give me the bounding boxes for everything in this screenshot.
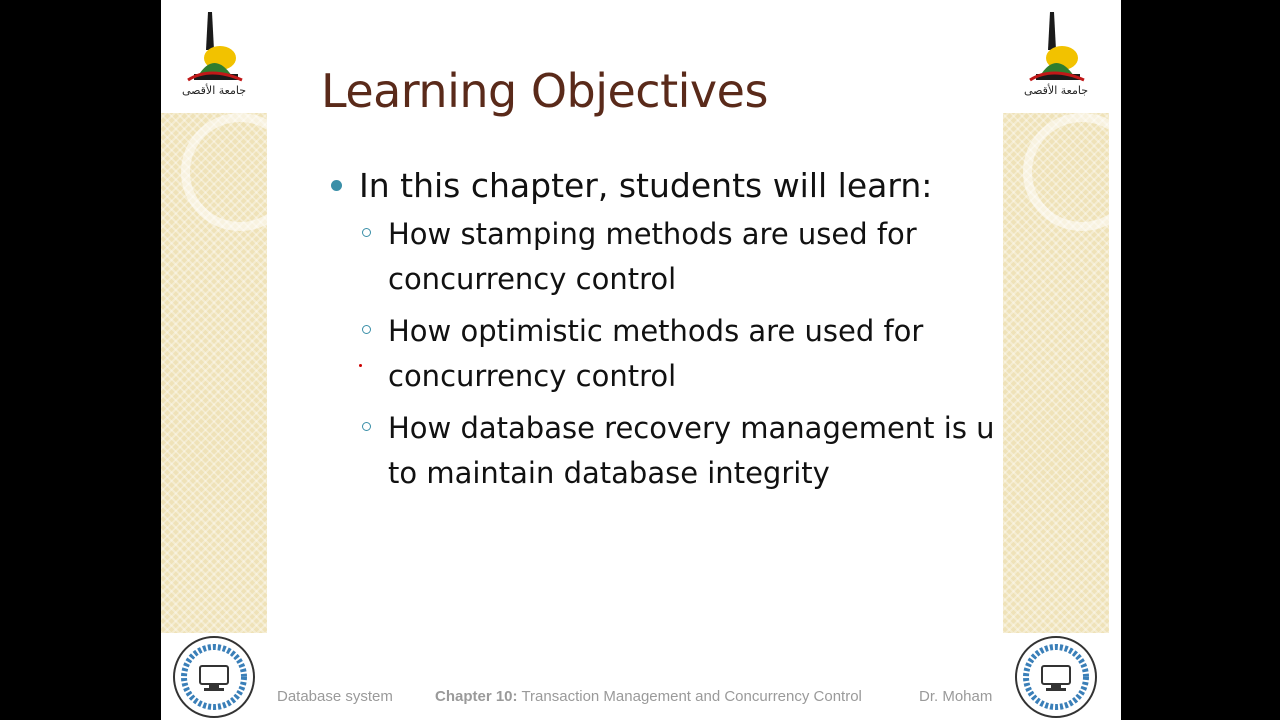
faculty-seal-icon	[1013, 634, 1099, 720]
objective-item	[329, 309, 1009, 399]
university-name-right: جامعة الأقصى	[1023, 84, 1089, 97]
university-logo	[161, 0, 267, 112]
slide-body	[329, 160, 1009, 503]
right-strip	[1109, 0, 1121, 720]
objective-item	[329, 212, 1009, 302]
bullet-dot-icon	[331, 180, 342, 191]
al-aqsa-dome-icon	[1026, 10, 1086, 82]
footer-course: Database system	[277, 688, 393, 705]
footer-chapter	[435, 688, 862, 705]
bullet-circle-icon	[362, 325, 371, 334]
objective-line: How stamping methods are used for	[388, 217, 917, 251]
left-decoration	[161, 0, 267, 720]
al-aqsa-dome-icon	[184, 10, 244, 82]
footer-chapter-title: Transaction Management and Concurrency Control	[521, 688, 862, 705]
bullet-circle-icon	[362, 422, 371, 431]
university-logo-right	[1003, 0, 1109, 112]
footer-chapter-label: Chapter 10:	[435, 688, 518, 705]
university-name: جامعة الأقصى	[181, 84, 247, 97]
decorative-pattern	[161, 113, 267, 633]
slide-title: Learning Objectives	[321, 64, 768, 118]
faculty-logo	[161, 633, 267, 720]
laser-pointer-dot	[359, 364, 362, 367]
presentation-slide	[161, 0, 1121, 720]
objective-line: How database recovery management is u	[388, 411, 995, 445]
objective-line: concurrency control	[388, 359, 677, 393]
faculty-logo-right	[1003, 633, 1109, 720]
intro-text: In this chapter, students will learn:	[359, 166, 933, 205]
objective-line: to maintain database integrity	[388, 456, 830, 490]
footer-author: Dr. Moham	[919, 688, 993, 705]
intro-bullet	[329, 160, 1009, 212]
decorative-pattern-right	[1003, 113, 1109, 633]
objective-item	[329, 406, 1009, 496]
right-decoration	[1003, 0, 1121, 720]
objective-line: concurrency control	[388, 262, 677, 296]
bullet-circle-icon	[362, 228, 371, 237]
objective-line: How optimistic methods are used for	[388, 314, 924, 348]
objectives-list	[329, 212, 1009, 496]
slide-footer	[277, 688, 1007, 708]
faculty-seal-icon	[171, 634, 257, 720]
